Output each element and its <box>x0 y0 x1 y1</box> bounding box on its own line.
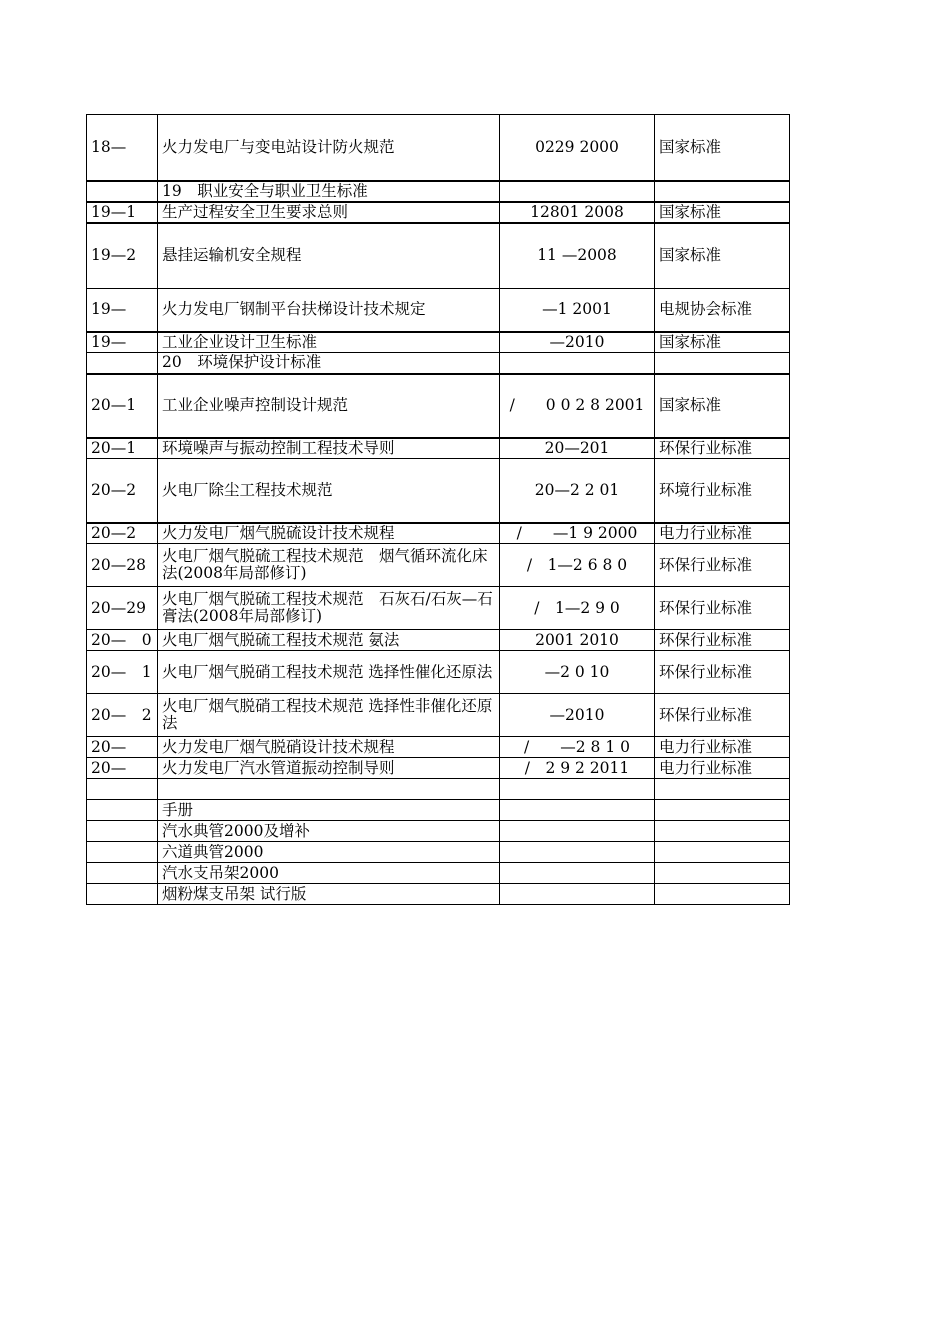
standard-type-cell[interactable]: 国家标准 <box>655 223 790 289</box>
standard-title-cell[interactable]: 19 职业安全与职业卫生标准 <box>158 181 500 202</box>
row-number-cell[interactable]: 20—28 <box>87 544 158 587</box>
table-row <box>87 737 790 758</box>
table-row <box>87 115 790 181</box>
standard-title-cell[interactable]: 火电厂烟气脱硫工程技术规范 烟气循环流化床法(2008年局部修订) <box>158 544 500 587</box>
table-row <box>87 630 790 651</box>
standard-code-cell[interactable] <box>500 884 655 905</box>
table-row <box>87 587 790 630</box>
standard-code-cell[interactable]: / 1—2 9 0 <box>500 587 655 630</box>
standard-type-cell[interactable] <box>655 779 790 800</box>
row-number-cell[interactable]: 20—1 <box>87 438 158 459</box>
row-number-cell[interactable]: 18— <box>87 115 158 181</box>
standard-title-cell[interactable]: 烟粉煤支吊架 试行版 <box>158 884 500 905</box>
standard-type-cell[interactable] <box>655 353 790 374</box>
standard-type-cell[interactable]: 电力行业标准 <box>655 523 790 544</box>
table-row <box>87 758 790 779</box>
row-number-cell[interactable] <box>87 353 158 374</box>
table-row <box>87 332 790 353</box>
table-row <box>87 459 790 523</box>
standard-title-cell[interactable]: 火电厂烟气脱硫工程技术规范 氨法 <box>158 630 500 651</box>
standard-code-cell[interactable] <box>500 842 655 863</box>
row-number-cell[interactable]: 20— <box>87 758 158 779</box>
standard-code-cell[interactable] <box>500 863 655 884</box>
row-number-cell[interactable] <box>87 884 158 905</box>
standard-type-cell[interactable]: 环保行业标准 <box>655 438 790 459</box>
standard-title-cell[interactable]: 工业企业设计卫生标准 <box>158 332 500 353</box>
standard-type-cell[interactable]: 电规协会标准 <box>655 289 790 332</box>
standard-type-cell[interactable]: 电力行业标准 <box>655 758 790 779</box>
standard-title-cell[interactable]: 火电厂烟气脱硫工程技术规范 石灰石/石灰—石膏法(2008年局部修订) <box>158 587 500 630</box>
standard-code-cell[interactable]: 2001 2010 <box>500 630 655 651</box>
table-row <box>87 842 790 863</box>
standard-title-cell[interactable]: 火电厂烟气脱硝工程技术规范 选择性非催化还原法 <box>158 694 500 737</box>
standard-type-cell[interactable]: 国家标准 <box>655 115 790 181</box>
standard-type-cell[interactable]: 环保行业标准 <box>655 544 790 587</box>
row-number-cell[interactable]: 20—2 <box>87 459 158 523</box>
standard-type-cell[interactable] <box>655 821 790 842</box>
table-row <box>87 800 790 821</box>
row-number-cell[interactable] <box>87 181 158 202</box>
standard-code-cell[interactable]: / 1—2 6 8 0 <box>500 544 655 587</box>
standard-code-cell[interactable] <box>500 353 655 374</box>
table-row <box>87 289 790 332</box>
table-row <box>87 544 790 587</box>
row-number-cell[interactable] <box>87 842 158 863</box>
standard-code-cell[interactable]: / 0 0 2 8 2001 <box>500 374 655 438</box>
row-number-cell[interactable] <box>87 800 158 821</box>
row-number-cell[interactable]: 19— <box>87 332 158 353</box>
standard-type-cell[interactable]: 环境行业标准 <box>655 459 790 523</box>
standard-code-cell[interactable] <box>500 821 655 842</box>
standard-code-cell[interactable]: / 2 9 2 2011 <box>500 758 655 779</box>
standard-title-cell[interactable]: 火电厂除尘工程技术规范 <box>158 459 500 523</box>
row-number-cell[interactable]: 20— <box>87 737 158 758</box>
row-number-cell[interactable]: 20— 1 <box>87 651 158 694</box>
standard-code-cell[interactable] <box>500 800 655 821</box>
table-row <box>87 884 790 905</box>
table-row <box>87 353 790 374</box>
standard-type-cell[interactable]: 环保行业标准 <box>655 694 790 737</box>
standard-code-cell[interactable]: 0229 2000 <box>500 115 655 181</box>
table-row <box>87 694 790 737</box>
row-number-cell[interactable] <box>87 821 158 842</box>
table-row <box>87 863 790 884</box>
standard-code-cell[interactable]: 20—201 <box>500 438 655 459</box>
standard-type-cell[interactable]: 环保行业标准 <box>655 651 790 694</box>
table-row <box>87 651 790 694</box>
standard-title-cell[interactable]: 20 环境保护设计标准 <box>158 353 500 374</box>
row-number-cell[interactable]: 20—2 <box>87 523 158 544</box>
standard-title-cell[interactable]: 汽水典管2000及增补 <box>158 821 500 842</box>
table-row <box>87 523 790 544</box>
standard-code-cell[interactable]: —2 0 10 <box>500 651 655 694</box>
row-number-cell[interactable]: 19—1 <box>87 202 158 223</box>
standard-title-cell[interactable]: 火力发电厂钢制平台扶梯设计技术规定 <box>158 289 500 332</box>
row-number-cell[interactable] <box>87 863 158 884</box>
table-row <box>87 779 790 800</box>
standard-code-cell[interactable] <box>500 779 655 800</box>
standard-title-cell[interactable]: 汽水支吊架2000 <box>158 863 500 884</box>
standard-type-cell[interactable] <box>655 863 790 884</box>
standard-title-cell[interactable]: 手册 <box>158 800 500 821</box>
table-row <box>87 821 790 842</box>
table-row <box>87 202 790 223</box>
row-number-cell[interactable]: 19—2 <box>87 223 158 289</box>
standard-type-cell[interactable]: 国家标准 <box>655 332 790 353</box>
standard-type-cell[interactable] <box>655 842 790 863</box>
standard-code-cell[interactable]: —2010 <box>500 332 655 353</box>
standards-table <box>86 114 790 905</box>
row-number-cell[interactable]: 20— 0 <box>87 630 158 651</box>
table-row <box>87 374 790 438</box>
standard-title-cell[interactable]: 悬挂运输机安全规程 <box>158 223 500 289</box>
table-row <box>87 223 790 289</box>
row-number-cell[interactable]: 20—1 <box>87 374 158 438</box>
standard-code-cell[interactable]: —2010 <box>500 694 655 737</box>
standard-type-cell[interactable]: 环保行业标准 <box>655 630 790 651</box>
standard-title-cell[interactable]: 工业企业噪声控制设计规范 <box>158 374 500 438</box>
standard-type-cell[interactable]: 国家标准 <box>655 374 790 438</box>
standard-type-cell[interactable]: 电力行业标准 <box>655 737 790 758</box>
standard-title-cell[interactable]: 火力发电厂汽水管道振动控制导则 <box>158 758 500 779</box>
standard-title-cell[interactable]: 生产过程安全卫生要求总则 <box>158 202 500 223</box>
standard-title-cell[interactable]: 火力发电厂烟气脱硫设计技术规程 <box>158 523 500 544</box>
standard-type-cell[interactable] <box>655 800 790 821</box>
standard-title-cell[interactable]: 火电厂烟气脱硝工程技术规范 选择性催化还原法 <box>158 651 500 694</box>
standard-code-cell[interactable]: 12801 2008 <box>500 202 655 223</box>
table-row <box>87 181 790 202</box>
standard-title-cell[interactable]: 六道典管2000 <box>158 842 500 863</box>
standard-title-cell[interactable] <box>158 779 500 800</box>
standards-table-body <box>87 115 790 905</box>
row-number-cell[interactable]: 20—29 <box>87 587 158 630</box>
standard-code-cell[interactable]: 20—2 2 01 <box>500 459 655 523</box>
standard-type-cell[interactable]: 国家标准 <box>655 202 790 223</box>
row-number-cell[interactable] <box>87 779 158 800</box>
standard-type-cell[interactable] <box>655 884 790 905</box>
standard-code-cell[interactable]: / —1 9 2000 <box>500 523 655 544</box>
standard-code-cell[interactable]: / —2 8 1 0 <box>500 737 655 758</box>
standard-title-cell[interactable]: 火力发电厂与变电站设计防火规范 <box>158 115 500 181</box>
row-number-cell[interactable]: 20— 2 <box>87 694 158 737</box>
standard-type-cell[interactable]: 环保行业标准 <box>655 587 790 630</box>
standard-code-cell[interactable]: 11 —2008 <box>500 223 655 289</box>
standard-code-cell[interactable]: —1 2001 <box>500 289 655 332</box>
row-number-cell[interactable]: 19— <box>87 289 158 332</box>
standard-title-cell[interactable]: 环境噪声与振动控制工程技术导则 <box>158 438 500 459</box>
table-row <box>87 438 790 459</box>
standard-title-cell[interactable]: 火力发电厂烟气脱硝设计技术规程 <box>158 737 500 758</box>
standard-type-cell[interactable] <box>655 181 790 202</box>
standard-code-cell[interactable] <box>500 181 655 202</box>
